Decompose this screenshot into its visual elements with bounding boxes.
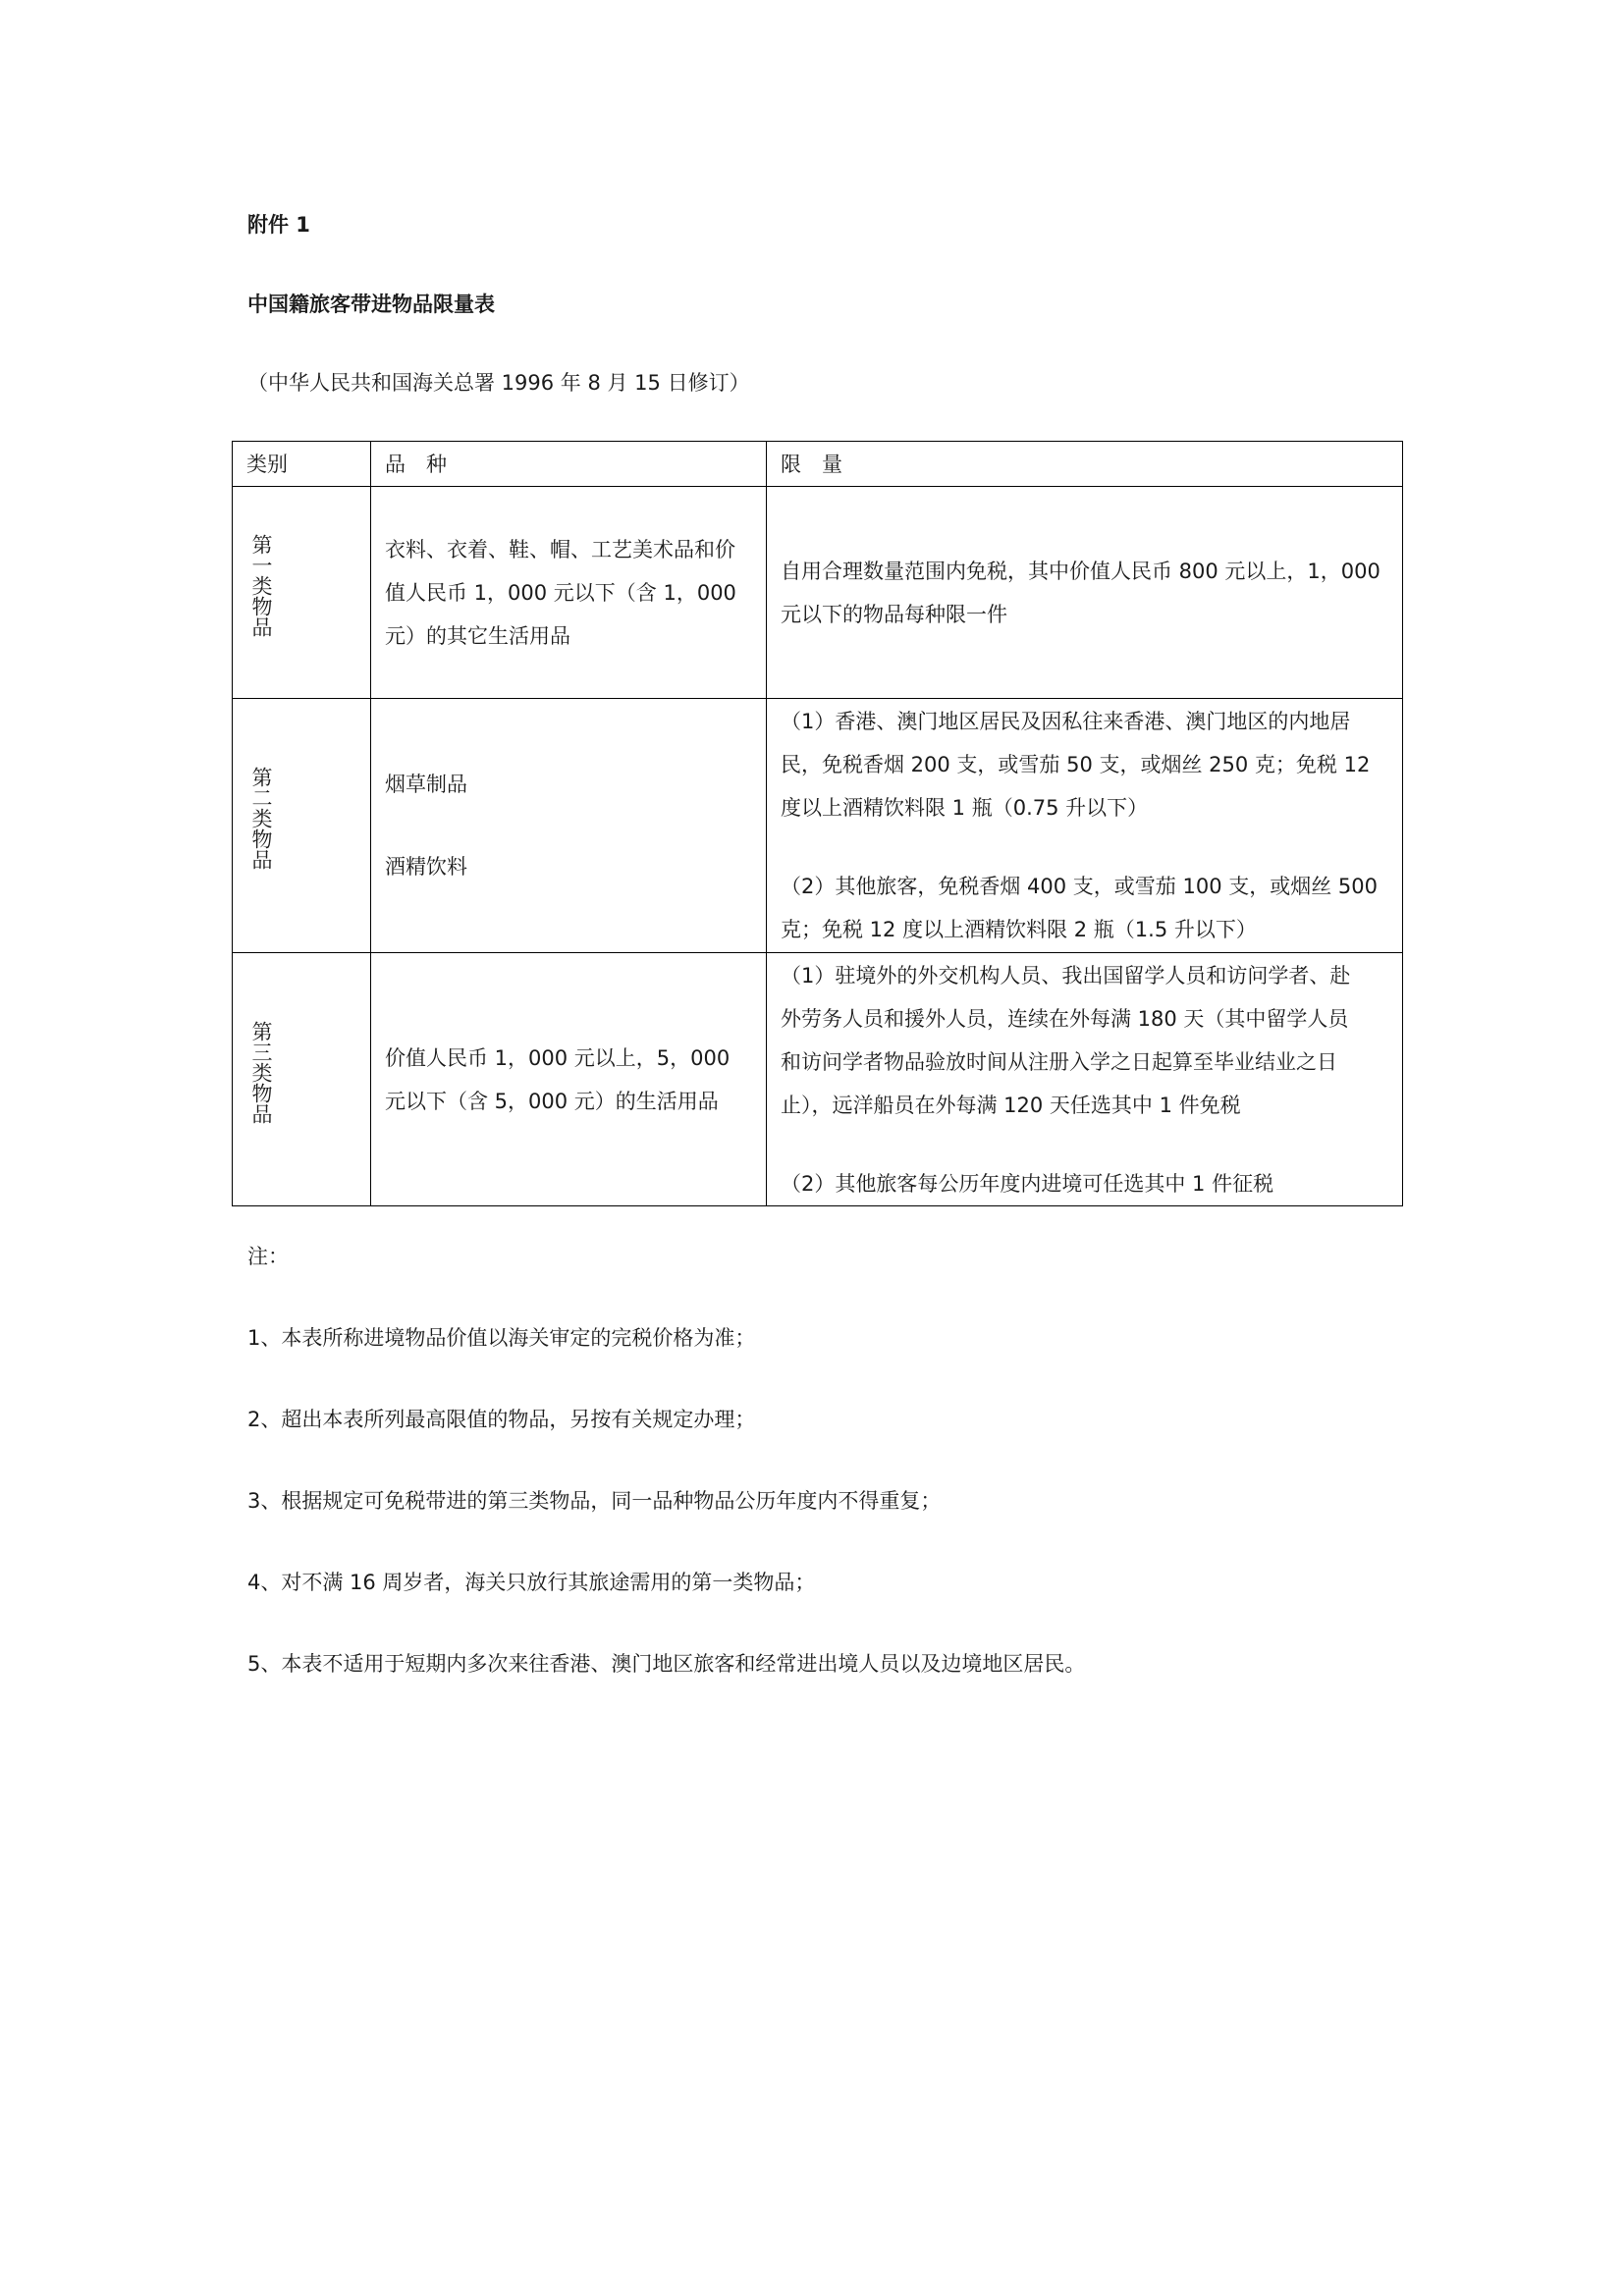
revision-note: （中华人民共和国海关总署 1996 年 8 月 15 日修订）	[247, 371, 750, 395]
header-items: 品 种	[371, 442, 767, 487]
table-row	[233, 953, 1403, 1206]
items-text-tobacco: 烟草制品	[385, 773, 467, 796]
limit-text-other: （2）其他旅客，免税香烟 400 支，或雪茄 100 支，或烟丝 500 克；免税 12 度以上酒精饮料限 2 瓶（1.5 升以下）	[781, 875, 1378, 941]
items-cell	[371, 699, 767, 953]
limit-text: 自用合理数量范围内免税，其中价值人民币 800 元以上，1，000 元以下的物品每种限一件	[781, 559, 1380, 626]
category-cell	[233, 953, 371, 1206]
category-label: 第二类物品	[249, 767, 273, 870]
category-label: 第三类物品	[249, 1020, 273, 1124]
notes-title: 注：	[247, 1245, 289, 1268]
limits-table	[232, 441, 1403, 1206]
limit-cell	[767, 487, 1403, 699]
items-text: 价值人民币 1，000 元以上，5，000 元以下（含 5，000 元）的生活用品	[385, 1045, 731, 1113]
table-header-row	[233, 442, 1403, 487]
note-item: 5、本表不适用于短期内多次来往香港、澳门地区旅客和经常进出境人员以及边境地区居民。	[247, 1652, 1086, 1676]
note-item: 1、本表所称进境物品价值以海关审定的完税价格为准；	[247, 1326, 756, 1350]
notes-section	[247, 1242, 1085, 1731]
category-cell	[233, 487, 371, 699]
limit-cell	[767, 699, 1403, 953]
doc-title: 中国籍旅客带进物品限量表	[247, 293, 495, 316]
category-cell	[233, 699, 371, 953]
category-label: 第一类物品	[249, 533, 273, 637]
header-category: 类别	[233, 442, 371, 487]
limit-text-overseas: （1）驻境外的外交机构人员、我出国留学人员和访问学者、赴 外劳务人员和援外人员，连续在外每满 180 天（其中留学人员 和访问学者物品验放时间从注册入学之日起算至毕业结业之日 止），远洋船员在外每满 120 天任选其中 1 件免税	[781, 963, 1351, 1117]
items-cell	[371, 953, 767, 1206]
table-row	[233, 487, 1403, 699]
header-limit: 限 量	[767, 442, 1403, 487]
limit-text-hk-macau: （1）香港、澳门地区居民及因私往来香港、澳门地区的内地居 民，免税香烟 200 支，或雪茄 50 支，或烟丝 250 克；免税 12 度以上酒精饮料限 1 瓶（0.75 升以下）	[781, 710, 1371, 820]
items-cell	[371, 487, 767, 699]
items-text-alcohol: 酒精饮料	[385, 855, 467, 879]
note-item: 2、超出本表所列最高限值的物品，另按有关规定办理；	[247, 1408, 756, 1431]
note-item: 3、根据规定可免税带进的第三类物品，同一品种物品公历年度内不得重复；	[247, 1489, 942, 1513]
annex-label: 附件 1	[247, 213, 310, 237]
limit-cell	[767, 953, 1403, 1206]
items-text: 衣料、衣着、鞋、帽、工艺美术品和价 值人民币 1，000 元以下（含 1，000 元）的其它生活用品	[385, 537, 736, 648]
note-item: 4、对不满 16 周岁者，海关只放行其旅途需用的第一类物品；	[247, 1571, 816, 1594]
limit-text-other: （2）其他旅客每公历年度内进境可任选其中 1 件征税	[781, 1171, 1274, 1196]
table-row	[233, 699, 1403, 953]
